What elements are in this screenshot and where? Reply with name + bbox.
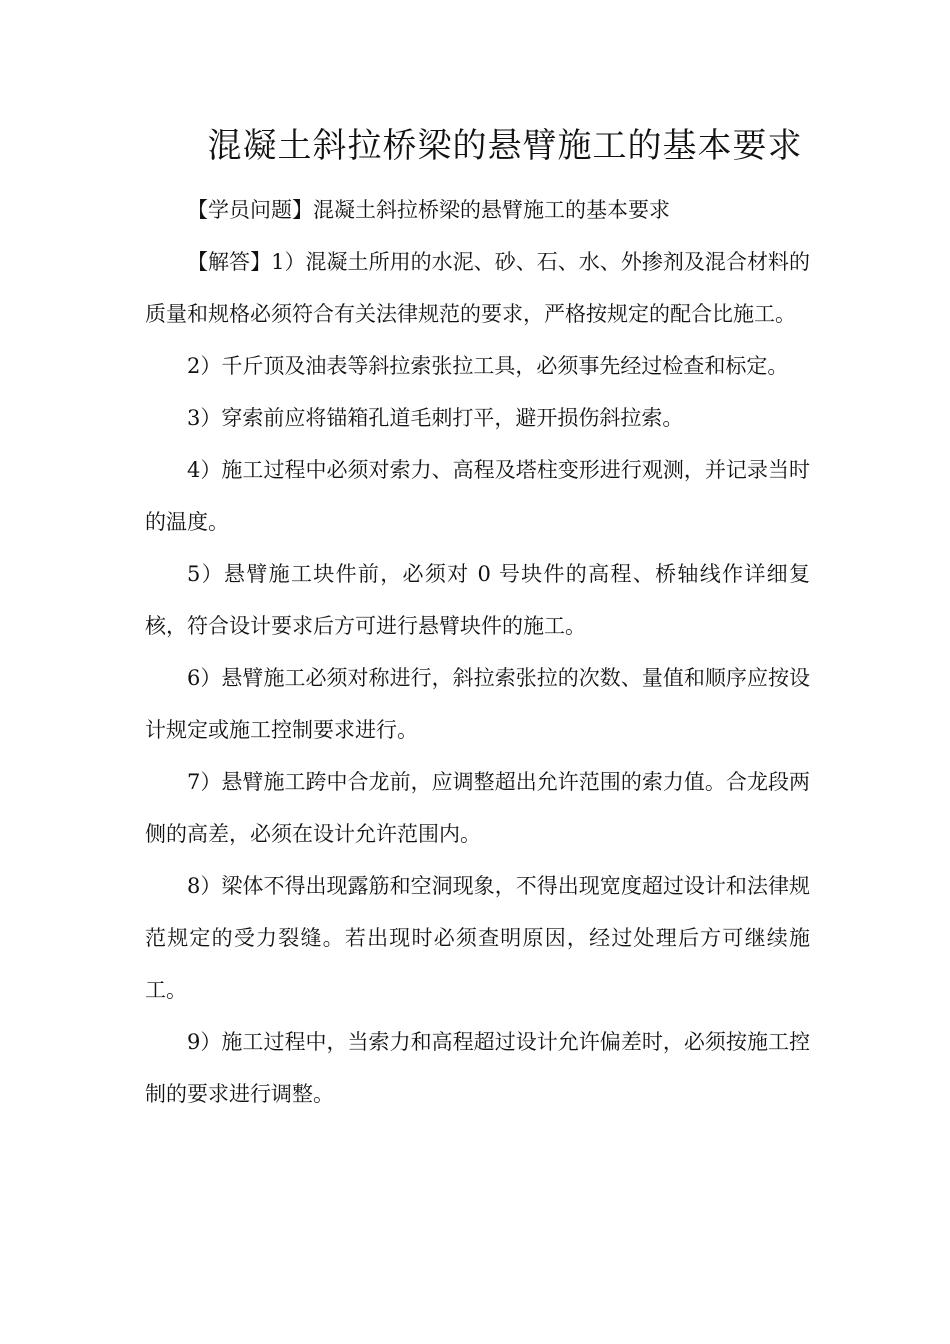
- answer-item-text: 7）悬臂施工跨中合龙前，应调整超出允许范围的索力值。合龙段两侧的高差，必须在设计允许范围内。: [145, 770, 810, 846]
- answer-item-1: [145, 236, 810, 340]
- document-title: 混凝土斜拉桥梁的悬臂施工的基本要求: [207, 126, 803, 166]
- question-text: 混凝土斜拉桥梁的悬臂施工的基本要求: [313, 198, 670, 222]
- answer-item-2: [145, 340, 810, 392]
- answer-item-text: 9）施工过程中，当索力和高程超过设计允许偏差时，必须按施工控制的要求进行调整。: [145, 1030, 810, 1106]
- answer-item-text: 2）千斤顶及油表等斜拉索张拉工具，必须事先经过检查和标定。: [187, 354, 789, 378]
- answer-item-9: [145, 1016, 810, 1120]
- answer-item-8: [145, 860, 810, 1016]
- answer-item-text: 4）施工过程中必须对索力、高程及塔柱变形进行观测，并记录当时的温度。: [145, 458, 810, 534]
- answer-item-text: 3）穿索前应将锚箱孔道毛刺打平，避开损伤斜拉索。: [187, 406, 684, 430]
- answer-item-text: 5）悬臂施工块件前，必须对 0 号块件的高程、桥轴线作详细复核，符合设计要求后方可进行悬臂块件的施工。: [145, 562, 810, 638]
- answer-item-7: [145, 756, 810, 860]
- question-label: 【学员问题】: [187, 198, 313, 222]
- answer-item-text: 8）梁体不得出现露筋和空洞现象，不得出现宽度超过设计和法律规范规定的受力裂缝。若出现时必须查明原因，经过处理后方可继续施工。: [145, 874, 810, 1002]
- document-body: [145, 184, 810, 1120]
- answer-item-6: [145, 652, 810, 756]
- answer-item-5: [145, 548, 810, 652]
- answer-item-4: [145, 444, 810, 548]
- question-paragraph: [145, 184, 810, 236]
- answer-item-text: 1）混凝土所用的水泥、砂、石、水、外掺剂及混合材料的质量和规格必须符合有关法律规范的要求，严格按规定的配合比施工。: [145, 250, 811, 326]
- answer-item-3: [145, 392, 810, 444]
- answer-label: 【解答】: [187, 250, 272, 274]
- answer-item-text: 6）悬臂施工必须对称进行，斜拉索张拉的次数、量值和顺序应按设计规定或施工控制要求进行。: [145, 666, 810, 742]
